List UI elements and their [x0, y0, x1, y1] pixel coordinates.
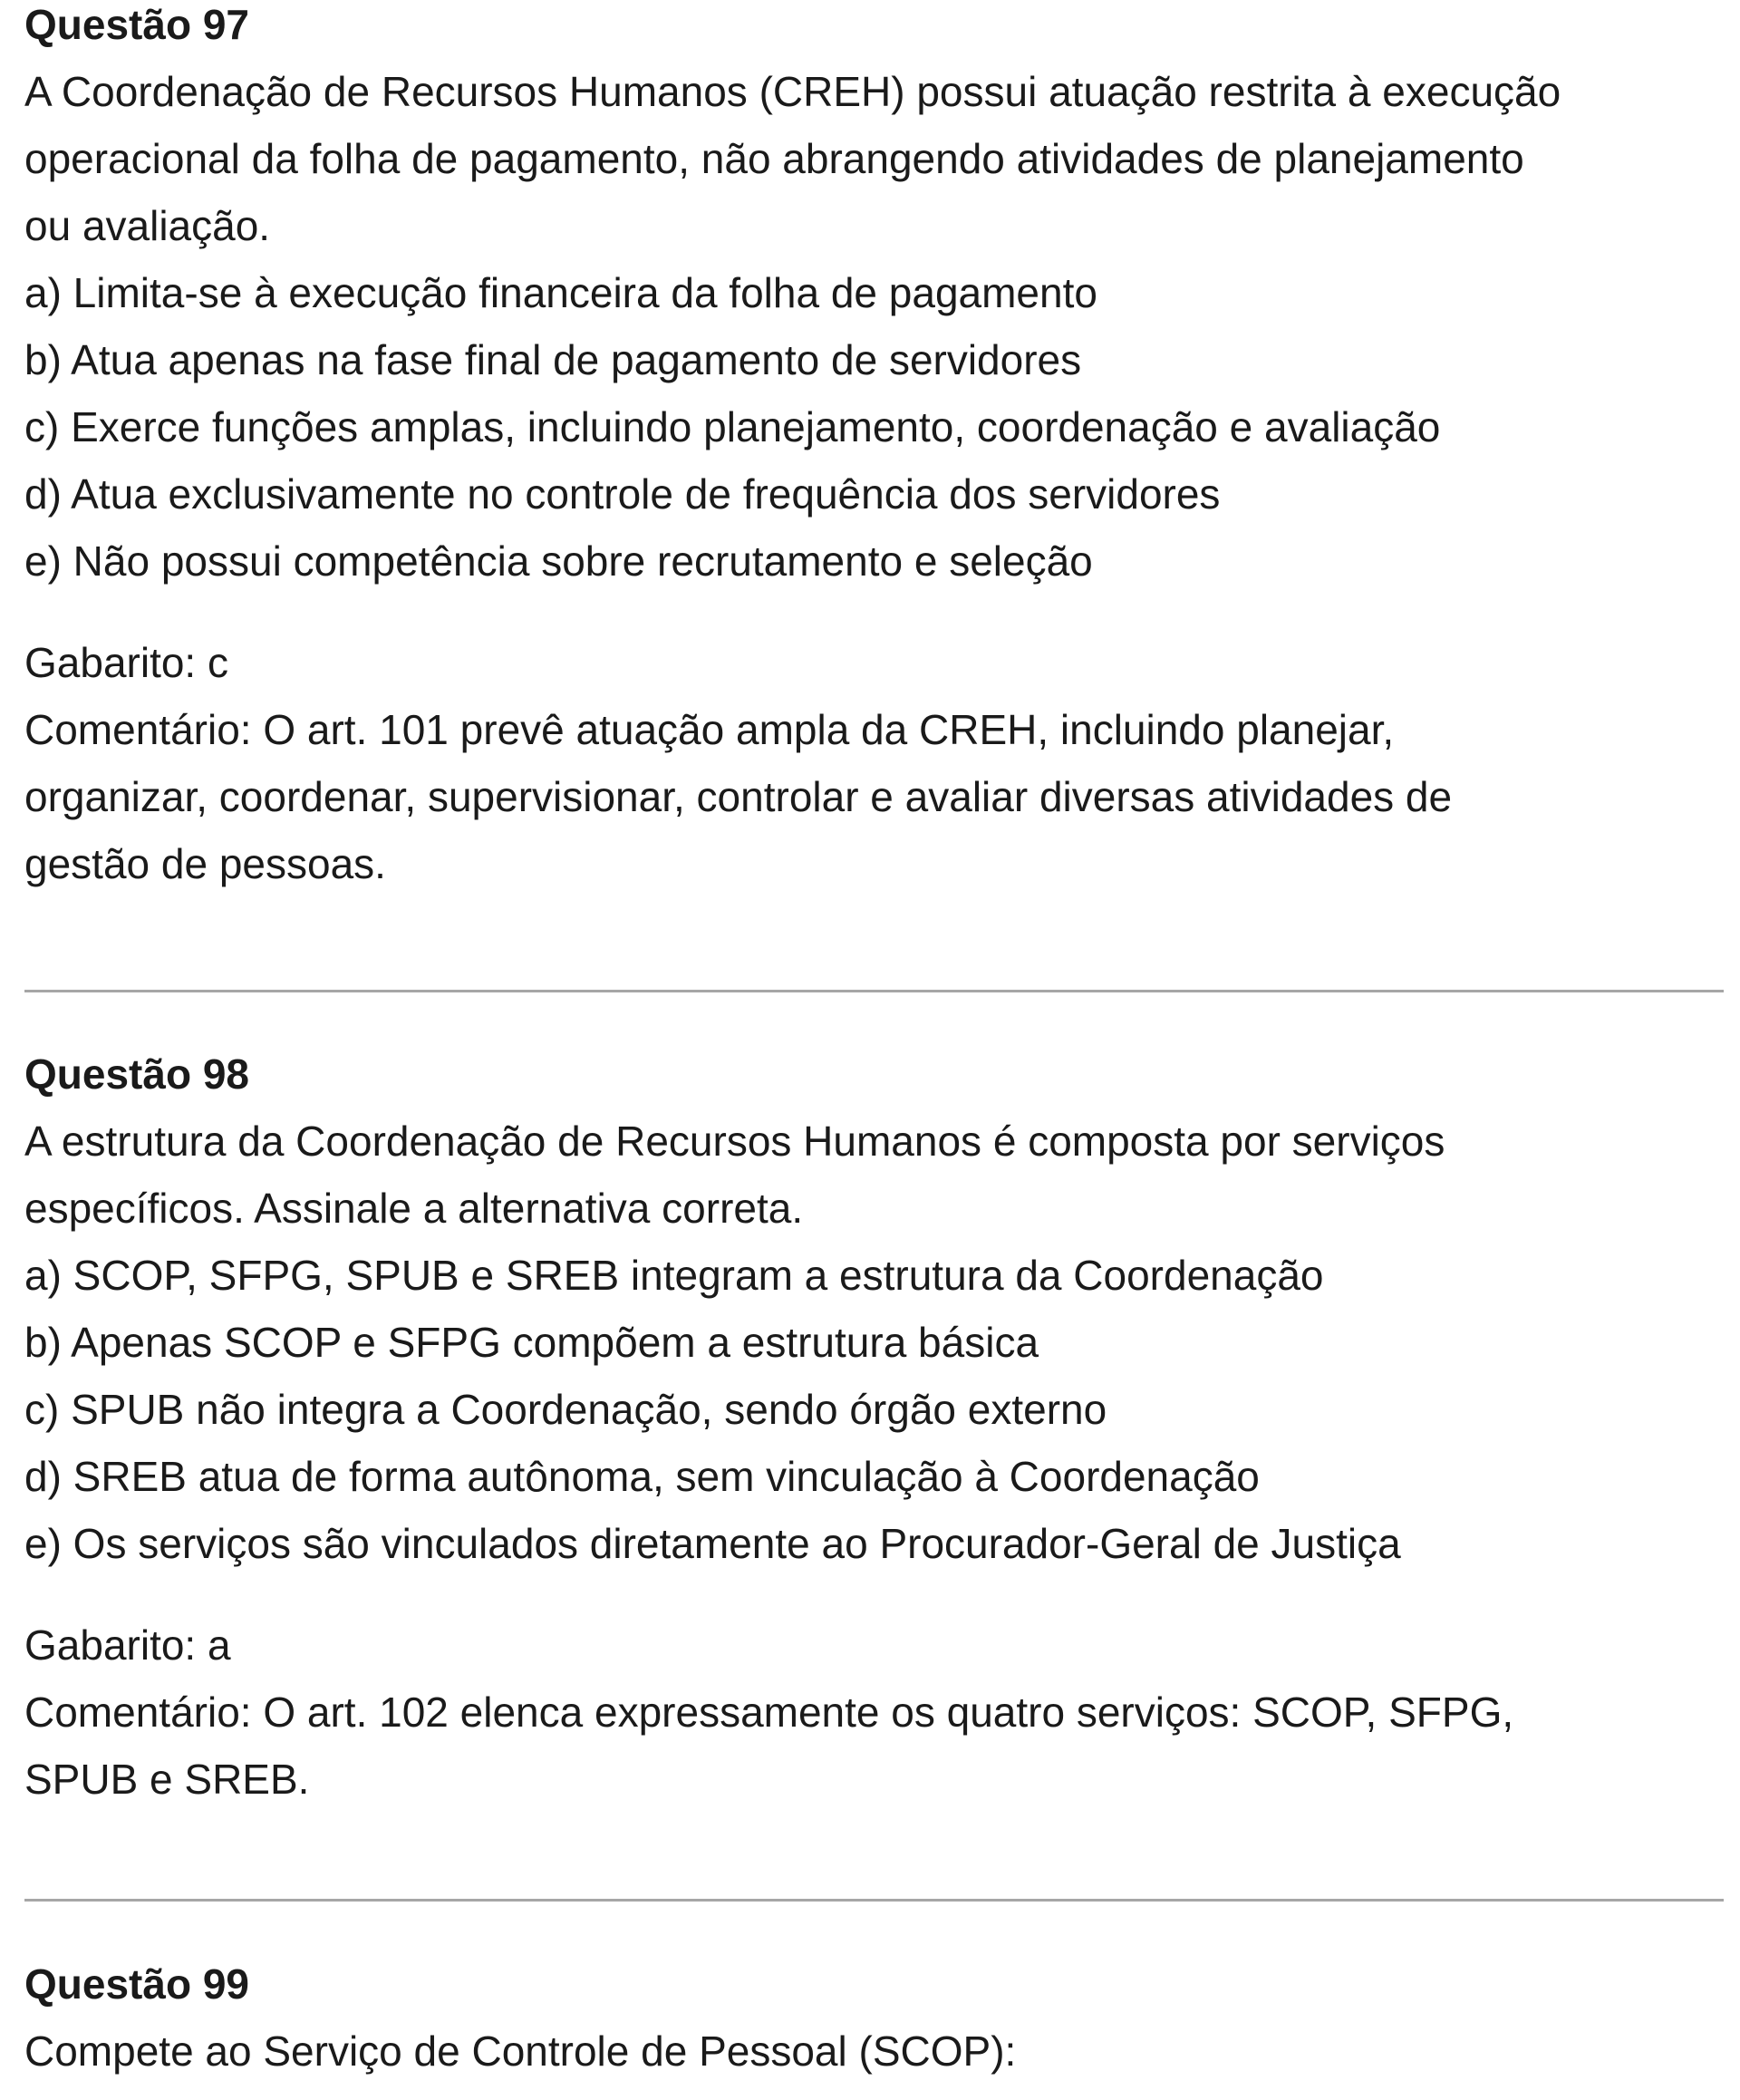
option-e: e) Não possui competência sobre recrutamento e seleção — [24, 537, 1093, 585]
option-b: b) Apenas SCOP e SFPG compõem a estrutura básica — [24, 1319, 1039, 1366]
option-d: d) SREB atua de forma autônoma, sem vinculação à Coordenação — [24, 1453, 1260, 1500]
question-99 — [24, 1950, 1716, 2085]
comment-line: SPUB e SREB. — [24, 1756, 310, 1803]
comment-line: organizar, coordenar, supervisionar, controlar e avaliar diversas atividades de — [24, 773, 1453, 820]
question-97 — [24, 0, 1716, 897]
question-stem-line: operacional da folha de pagamento, não abrangendo atividades de planejamento — [24, 135, 1524, 182]
question-stem-line: específicos. Assinale a alternativa correta. — [24, 1185, 804, 1232]
question-stem-line: A estrutura da Coordenação de Recursos Humanos é composta por serviços — [24, 1118, 1445, 1165]
section-divider — [24, 1899, 1724, 1902]
question-stem-line: A Coordenação de Recursos Humanos (CREH) possui atuação restrita à execução — [24, 68, 1561, 115]
comment-line: gestão de pessoas. — [24, 840, 386, 887]
comment-line: Comentário: O art. 102 elenca expressamente os quatro serviços: SCOP, SFPG, — [24, 1689, 1514, 1736]
question-stem-line: Compete ao Serviço de Controle de Pessoal (SCOP): — [24, 2027, 1017, 2075]
option-c: c) Exerce funções amplas, incluindo planejamento, coordenação e avaliação — [24, 403, 1441, 450]
question-stem-line: ou avaliação. — [24, 202, 271, 249]
section-divider — [24, 990, 1724, 992]
answer-key: Gabarito: a — [24, 1621, 231, 1669]
question-98 — [24, 1040, 1716, 1813]
answer-key: Gabarito: c — [24, 639, 228, 686]
question-title: Questão 99 — [24, 1960, 249, 2008]
option-b: b) Atua apenas na fase final de pagamento de servidores — [24, 336, 1082, 383]
option-a: a) SCOP, SFPG, SPUB e SREB integram a estrutura da Coordenação — [24, 1252, 1324, 1299]
option-d: d) Atua exclusivamente no controle de frequência dos servidores — [24, 470, 1221, 518]
option-c: c) SPUB não integra a Coordenação, sendo órgão externo — [24, 1386, 1107, 1433]
question-title: Questão 97 — [24, 1, 249, 48]
question-title: Questão 98 — [24, 1050, 249, 1098]
comment-line: Comentário: O art. 101 prevê atuação ampla da CREH, incluindo planejar, — [24, 706, 1395, 753]
option-a: a) Limita-se à execução financeira da folha de pagamento — [24, 269, 1097, 316]
option-e: e) Os serviços são vinculados diretamente ao Procurador-Geral de Justiça — [24, 1520, 1401, 1567]
